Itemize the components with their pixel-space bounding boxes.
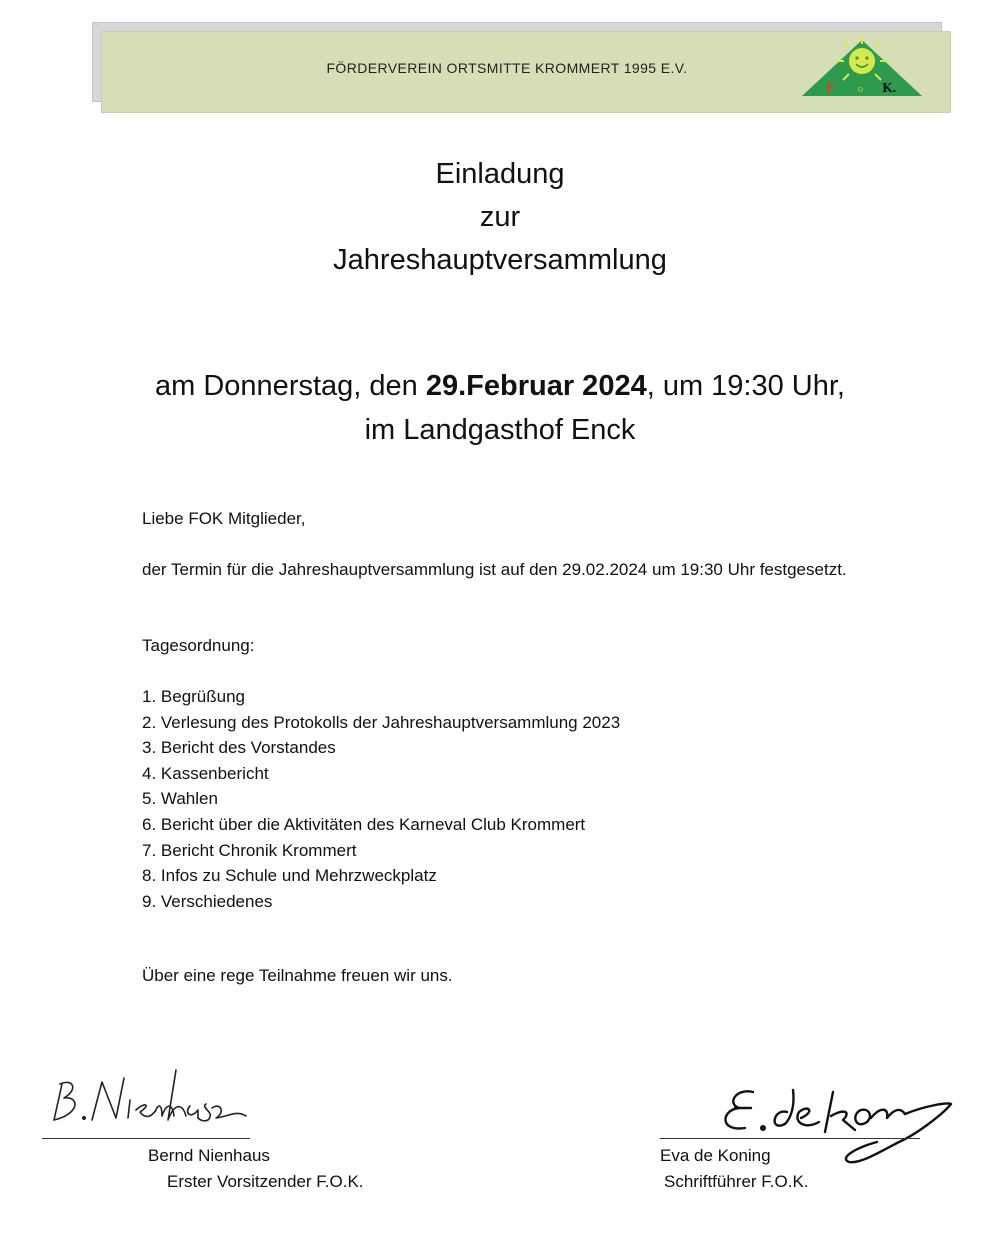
agenda-item: 7. Bericht Chronik Krommert — [142, 840, 357, 860]
title-line-3: Jahreshauptversammlung — [333, 244, 667, 276]
agenda-list — [142, 684, 620, 914]
signature-bernd-nienhaus-icon — [40, 1060, 270, 1145]
signer-role: Erster Vorsitzender F.O.K. — [167, 1172, 364, 1191]
agenda-item: 5. Wahlen — [142, 789, 218, 809]
organization-name: FÖRDERVEREIN ORTSMITTE KROMMERT 1995 E.V. — [326, 60, 688, 76]
logo-letter-k: K. — [882, 81, 897, 95]
signer-name: Eva de Koning — [660, 1146, 771, 1165]
closing-line: Über eine rege Teilnahme freuen wir uns. — [142, 966, 453, 985]
title-line-2: zur — [479, 201, 521, 233]
agenda-item: 1. Begrüßung — [142, 687, 246, 706]
event-date: 29.Februar 2024 — [425, 370, 647, 402]
signature-line-left — [42, 1138, 250, 1139]
event-date-line — [0, 370, 1000, 403]
agenda-item: 2. Verlesung des Protokolls der Jahreshauptversammlung 2023 — [142, 712, 621, 732]
logo-letter-f: F — [826, 81, 835, 95]
title-line-1: Einladung — [435, 158, 565, 190]
signer-name: Bernd Nienhaus — [148, 1146, 270, 1165]
header-band — [101, 31, 951, 113]
signature-line-right — [660, 1138, 920, 1139]
fok-logo-icon — [796, 34, 928, 98]
event-prefix: am Donnerstag, den — [155, 370, 426, 402]
logo-letter-o: O — [858, 87, 863, 94]
letter-body: der Termin für die Jahreshauptversammlung ist auf den 29.02.2024 um 19:30 Uhr festgesetzt. — [142, 560, 847, 579]
agenda-item: 3. Bericht des Vorstandes — [142, 738, 336, 758]
signer-role: Schriftführer F.O.K. — [664, 1172, 809, 1191]
agenda-item: 6. Bericht über die Aktivitäten des Karneval Club Krommert — [142, 814, 586, 834]
event-location: im Landgasthof Enck — [364, 414, 636, 446]
agenda-item: 9. Verschiedenes — [142, 891, 273, 911]
agenda-item: 4. Kassenbericht — [142, 763, 269, 783]
event-time: , um 19:30 Uhr, — [646, 370, 845, 402]
salutation: Liebe FOK Mitglieder, — [142, 509, 306, 528]
agenda-title: Tagesordnung: — [142, 636, 255, 655]
agenda-item: 8. Infos zu Schule und Mehrzweckplatz — [142, 866, 437, 886]
